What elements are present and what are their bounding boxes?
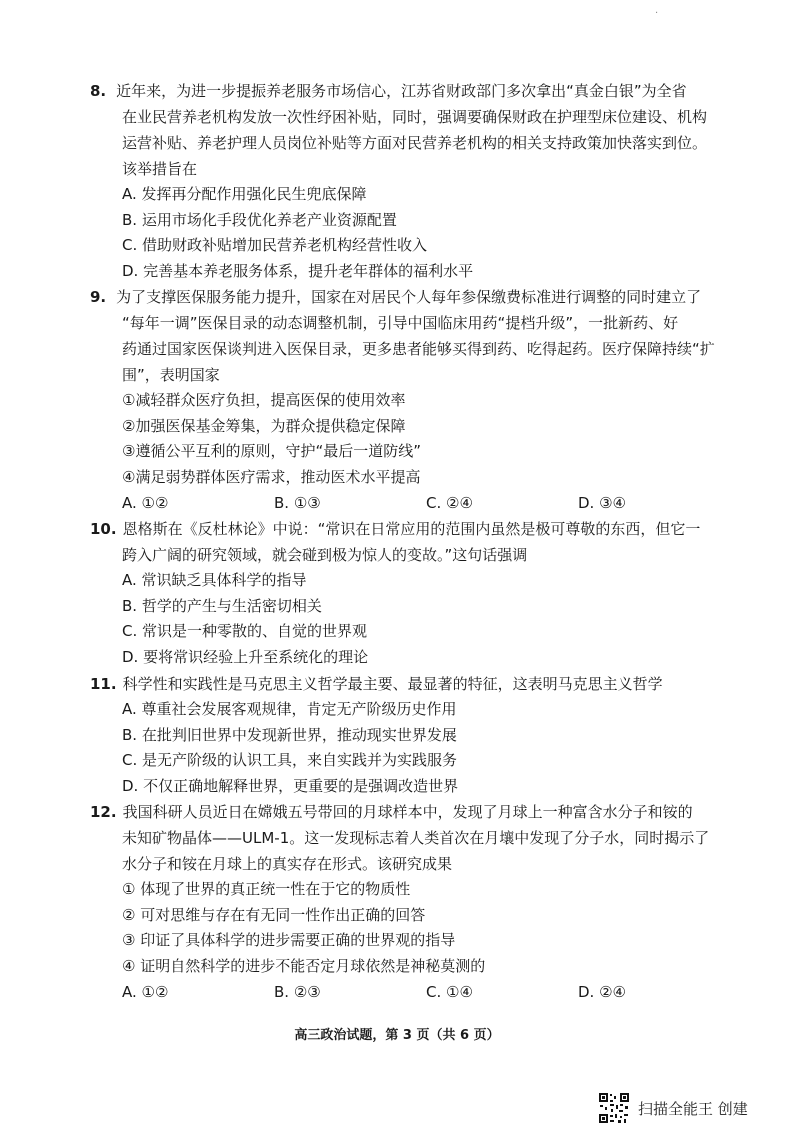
question-stem-line: 水分子和铵在月球上的真实存在形式。该研究成果 xyxy=(122,855,453,873)
page-footer: 高三政治试题，第 3 页（共 6 页） xyxy=(294,1028,500,1043)
question-number: 10. xyxy=(90,520,117,538)
question-stem-line: 围”，表明国家 xyxy=(122,366,220,384)
question-stem-line: 近年来，为进一步提振养老服务市场信心，江苏省财政部门多次拿出“真金白银”为全省 xyxy=(116,82,687,100)
question-9 xyxy=(90,284,730,516)
answer-option: A. 常识缺乏具体科学的指导 xyxy=(122,571,307,589)
answer-option: C. 常识是一种零散的、自觉的世界观 xyxy=(122,622,368,640)
answer-choice: B. ①③ xyxy=(274,494,321,512)
statement-item: ②加强医保基金筹集，为群众提供稳定保障 xyxy=(122,416,406,435)
statement-item: ④满足弱势群体医疗需求，推动医术水平提高 xyxy=(122,467,421,486)
scan-speck: · xyxy=(655,8,659,19)
question-stem-line: 在业民营养老机构发放一次性纾困补贴，同时，强调要确保财政在护理型床位建设、机构 xyxy=(122,108,708,126)
question-stem-line: 跨入广阔的研究领域，就会碰到极为惊人的变故。”这句话强调 xyxy=(122,546,528,564)
answer-option: C. 是无产阶级的认识工具，来自实践并为实践服务 xyxy=(122,751,458,769)
answer-option: B. 运用市场化手段优化养老产业资源配置 xyxy=(122,210,397,229)
qr-code-icon xyxy=(598,1092,630,1124)
answer-choice: C. ②④ xyxy=(426,494,473,512)
question-11 xyxy=(90,671,730,799)
question-stem-line: 运营补贴、养老护理人员岗位补贴等方面对民营养老机构的相关支持政策加快落实到位。 xyxy=(122,134,708,152)
answer-option: B. 哲学的产生与生活密切相关 xyxy=(122,596,322,615)
question-8 xyxy=(90,78,730,284)
answer-choice: A. ①② xyxy=(122,494,169,512)
answer-choice: D. ②④ xyxy=(578,983,626,1001)
question-stem-line: 我国科研人员近日在嫦娥五号带回的月球样本中，发现了月球上一种富含水分子和铵的 xyxy=(122,803,693,821)
question-stem-line: “每年一调”医保目录的动态调整机制，引导中国临床用药“提档升级”，一批新药、好 xyxy=(122,314,679,332)
question-10 xyxy=(90,516,730,670)
answer-choice: C. ①④ xyxy=(426,983,473,1001)
statement-item: ①减轻群众医疗负担，提高医保的使用效率 xyxy=(122,391,406,409)
question-12 xyxy=(90,799,730,1005)
question-stem-line: 为了支撑医保服务能力提升，国家在对居民个人每年参保缴费标准进行调整的同时建立了 xyxy=(116,288,702,306)
answer-option: B. 在批判旧世界中发现新世界，推动现实世界发展 xyxy=(122,725,457,744)
scanner-watermark xyxy=(598,1092,748,1124)
answer-option: A. 尊重社会发展客观规律，肯定无产阶级历史作用 xyxy=(122,700,457,718)
statement-item: ③ 印证了具体科学的进步需要正确的世界观的指导 xyxy=(122,931,456,949)
statement-item: ④ 证明自然科学的进步不能否定月球依然是神秘莫测的 xyxy=(122,956,486,975)
answer-choices-row xyxy=(90,979,730,1005)
answer-option: D. 完善基本养老服务体系，提升老年群体的福利水平 xyxy=(122,261,474,280)
statement-item: ③遵循公平互利的原则，守护“最后一道防线” xyxy=(122,442,421,460)
answer-option: D. 不仅正确地解释世界，更重要的是强调改造世界 xyxy=(122,776,459,795)
question-stem-line: 恩格斯在《反杜林论》中说：“常识在日常应用的范围内虽然是极可尊敬的东西，但它一 xyxy=(122,520,701,538)
statement-item: ① 体现了世界的真正统一性在于它的物质性 xyxy=(122,880,411,898)
answer-choice: D. ③④ xyxy=(578,494,626,512)
answer-option: D. 要将常识经验上升至系统化的理论 xyxy=(122,647,369,666)
watermark-text: 扫描全能王 创建 xyxy=(638,1099,748,1118)
question-number: 8. xyxy=(90,82,107,100)
question-stem-line: 科学性和实践性是马克思主义哲学最主要、最显著的特征，这表明马克思主义哲学 xyxy=(122,675,663,693)
answer-choice: B. ②③ xyxy=(274,983,321,1001)
question-stem-line: 未知矿物晶体——ULM-1。这一发现标志着人类首次在月壤中发现了分子水，同时揭示了 xyxy=(122,829,710,847)
question-number: 12. xyxy=(90,803,117,821)
question-number: 11. xyxy=(90,675,117,693)
question-number: 9. xyxy=(90,288,107,306)
answer-choice: A. ①② xyxy=(122,983,169,1001)
question-stem-line: 药通过国家医保谈判进入医保目录，更多患者能够买得到药、吃得起药。医疗保障持续“扩 xyxy=(122,340,715,358)
question-stem-line: 该举措旨在 xyxy=(122,160,198,178)
statement-item: ② 可对思维与存在有无同一性作出正确的回答 xyxy=(122,905,426,924)
answer-option: C. 借助财政补贴增加民营养老机构经营性收入 xyxy=(122,236,428,254)
answer-option: A. 发挥再分配作用强化民生兜底保障 xyxy=(122,185,367,203)
answer-choices-row xyxy=(90,490,730,516)
